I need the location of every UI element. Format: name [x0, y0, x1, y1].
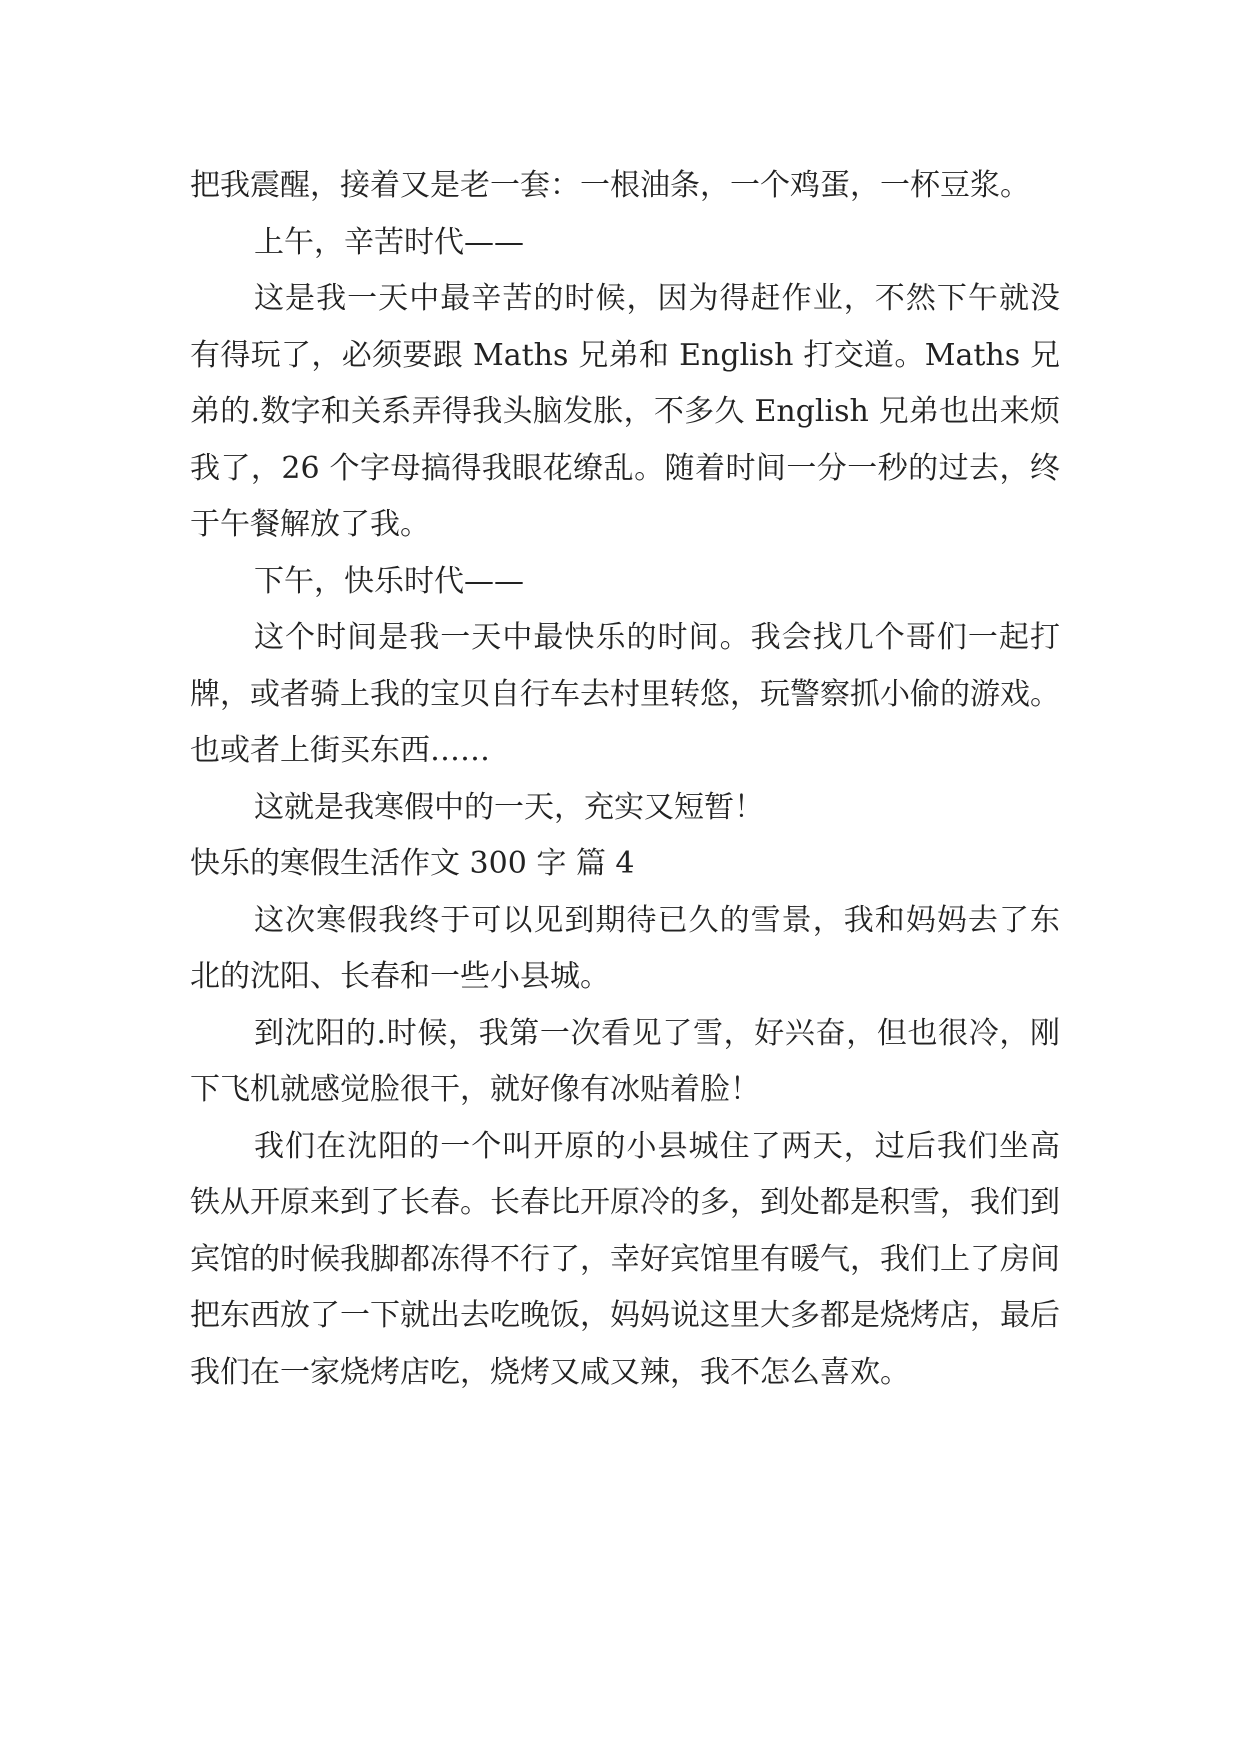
- paragraph-conclusion: 这就是我寒假中的一天，充实又短暂！: [254, 789, 764, 825]
- paragraph-changchun: 我们在沈阳的一个叫开原的小县城住了两天，过后我们坐高铁从开原来到了长春。长春比开原冷的多，到处都是积雪，我们到宾馆的时候我脚都冻得不行了，幸好宾馆里有暖气，我们上了房间把东西放了一下就出去吃晚饭，妈妈说这里大多都是烧烤店，最后我们在一家烧烤店吃，烧烤又咸又辣，我不怎么喜欢。: [190, 1128, 1060, 1390]
- section-label-morning: 上午，辛苦时代——: [254, 224, 524, 260]
- paragraph-afternoon: 这个时间是我一天中最快乐的时间。我会找几个哥们一起打牌，或者骑上我的宝贝自行车去村里转悠，玩警察抓小偷的游戏。也或者上街买东西……: [190, 620, 1060, 768]
- essay-heading: 快乐的寒假生活作文 300 字 篇 4: [190, 846, 635, 881]
- paragraph-shenyang: 到沈阳的.时候，我第一次看见了雪，好兴奋，但也很冷，刚下飞机就感觉脸很干，就好像有冰贴着脸！: [190, 1015, 1060, 1107]
- paragraph-1: 把我震醒，接着又是老一套：一根油条，一个鸡蛋，一杯豆浆。: [190, 168, 1030, 203]
- paragraph-morning: 这是我一天中最辛苦的时候，因为得赶作业，不然下午就没有得玩了，必须要跟 Maths 兄弟和 English 打交道。Maths 兄弟的.数字和关系弄得我头脑发胀，不多久 English 兄弟也出来烦我了，26 个字母搞得我眼花缭乱。随着时间一分一秒的过去，终于午餐解放了我。: [190, 281, 1060, 542]
- section-label-afternoon: 下午，快乐时代——: [254, 563, 524, 599]
- document-page: [190, 0, 1060, 1401]
- paragraph-trip-intro: 这次寒假我终于可以见到期待已久的雪景，我和妈妈去了东北的沈阳、长春和一些小县城。: [190, 902, 1060, 994]
